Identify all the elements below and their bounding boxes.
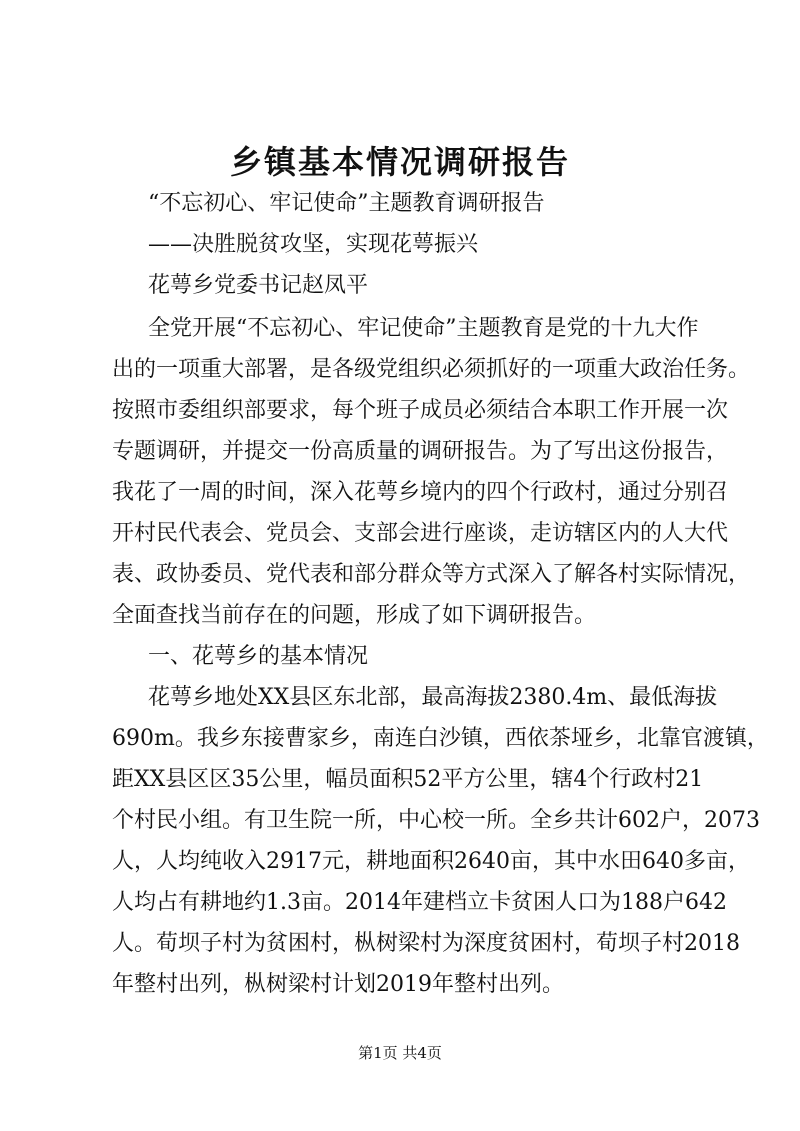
subtitle: “不忘初心、牢记使命”主题教育调研报告	[148, 191, 545, 216]
paragraph-line: 人，人均纯收入2917元，耕地面积2640亩，其中水田640多亩，	[112, 849, 750, 874]
author-line: 花萼乡党委书记赵凤平	[148, 273, 369, 298]
paragraph-line: 出的一项重大部署，是各级党组织必须抓好的一项重大政治任务。	[112, 357, 751, 382]
paragraph-line: 全党开展“不忘初心、牢记使命”主题教育是党的十九大作	[148, 316, 699, 341]
paragraph-line: 我花了一周的时间，深入花萼乡境内的四个行政村，通过分别召	[112, 480, 729, 505]
paragraph-line: 全面查找当前存在的问题，形成了如下调研报告。	[112, 603, 597, 628]
section-heading: 一、花萼乡的基本情况	[148, 644, 369, 669]
paragraph-line: 花萼乡地处XX县区东北部，最高海拔2380.4m、最低海拔	[148, 685, 718, 710]
paragraph-line: 个村民小组。有卫生院一所，中心校一所。全乡共计602户，2073	[112, 808, 760, 833]
paragraph-line: 开村民代表会、党员会、支部会进行座谈，走访辖区内的人大代	[112, 521, 729, 546]
paragraph-line: 690m。我乡东接曹家乡，南连白沙镇，西依茶垭乡，北靠官渡镇，	[112, 726, 769, 751]
document-title: 乡镇基本情况调研报告	[229, 143, 570, 181]
paragraph-line: 人均占有耕地约1.3亩。2014年建档立卡贫困人口为188户642	[112, 890, 727, 915]
paragraph-line: 表、政协委员、党代表和部分群众等方式深入了解各村实际情况，	[112, 562, 751, 587]
paragraph-line: 距XX县区区35公里，幅员面积52平方公里，辖4个行政村21	[112, 767, 704, 792]
paragraph-line: 按照市委组织部要求，每个班子成员必须结合本职工作开展一次	[112, 398, 729, 423]
paragraph-line: 专题调研，并提交一份高质量的调研报告。为了写出这份报告，	[112, 439, 729, 464]
paragraph-line: 年整村出列，枞树梁村计划2019年整村出列。	[112, 972, 564, 997]
page-footer: 第1页 共4页	[358, 1044, 442, 1062]
paragraph-line: 人。荀坝子村为贫困村，枞树梁村为深度贫困村，荀坝子村2018	[112, 931, 740, 956]
subtitle-secondary: ——决胜脱贫攻坚，实现花萼振兴	[148, 232, 479, 257]
